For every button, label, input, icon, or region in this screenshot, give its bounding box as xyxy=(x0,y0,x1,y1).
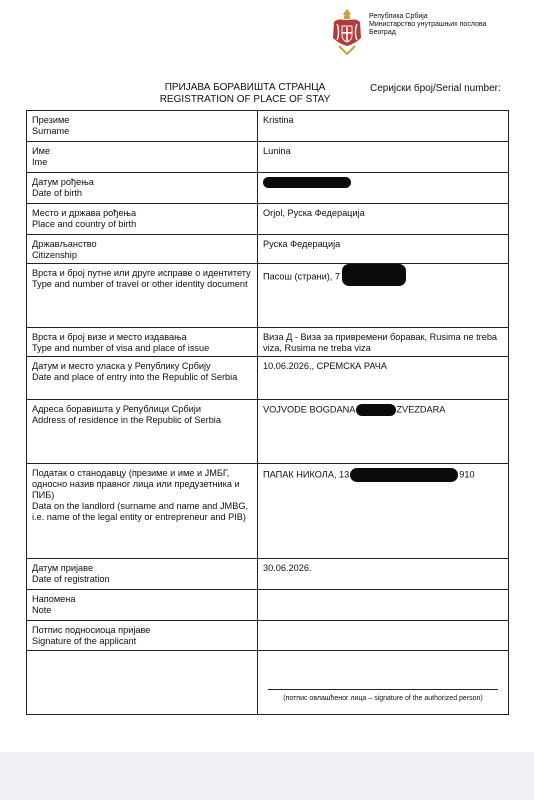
travel-document-value: Пасош (страни), 7 xyxy=(258,264,509,328)
registration-form-table xyxy=(26,110,509,715)
field-label: Податак о станодавцу (презиме и име и ЈМБГ, односно назив правног лица или предузетника и ПИБ) Data on the landlord (surname and name and JMBG, i.e. name of the legal entity or entrepreneur and PIB) xyxy=(27,464,258,559)
table-row xyxy=(27,651,509,715)
ministry-line: Република Србија xyxy=(369,13,428,20)
field-label: Врста и број путне или друге исправе о идентитету Type and number of travel or other identity document xyxy=(27,264,258,328)
note-value xyxy=(258,590,509,621)
ministry-line: Министарство унутрашњих послова xyxy=(369,21,487,28)
field-label: Врста и број визе и место издавања Type and number of visa and place of issue xyxy=(27,328,258,357)
field-label: Име Ime xyxy=(27,142,258,173)
field-label: Датум и место уласка у Републику Србију Date and place of entry into the Republic of Serbia xyxy=(27,357,258,400)
authorized-signature-cell xyxy=(258,651,509,715)
registration-date-value: 30.06.2026. xyxy=(258,559,509,590)
table-row xyxy=(27,142,509,173)
redaction-mark xyxy=(350,468,458,482)
landlord-value: ПАПАК НИКОЛА, 13 910 xyxy=(258,464,509,559)
empty-cell xyxy=(27,651,258,715)
field-label: Презиме Surname xyxy=(27,111,258,142)
visa-value: Виза Д - Виза за привремени боравак, Rusima ne treba viza, Rusima ne treba viza xyxy=(258,328,509,357)
redaction-mark xyxy=(342,264,406,286)
address-value: VOJVODE BOGDANA ZVEZDARA xyxy=(258,400,509,464)
field-label: Потпис подносиоца пријаве Signature of the applicant xyxy=(27,621,258,651)
table-row xyxy=(27,590,509,621)
table-row xyxy=(27,173,509,204)
form-title-sr: ПРИЈАВА БОРАВИШТА СТРАНЦА xyxy=(164,82,326,93)
table-row xyxy=(27,204,509,235)
table-row xyxy=(27,357,509,400)
signature-caption: (потпис овлашћеног лица – signature of the authorized person) xyxy=(283,695,483,702)
table-row xyxy=(27,111,509,142)
ministry-header xyxy=(369,13,486,37)
serbian-coat-of-arms-icon xyxy=(331,8,363,56)
form-title xyxy=(150,82,340,106)
ministry-line: Београд xyxy=(369,29,396,36)
redaction-mark xyxy=(263,177,351,188)
table-row xyxy=(27,559,509,590)
field-label: Адреса боравишта у Републици Србији Address of residence in the Republic of Serbia xyxy=(27,400,258,464)
serial-number-label: Серијски број/Serial number: xyxy=(370,83,501,94)
field-label: Датум пријаве Date of registration xyxy=(27,559,258,590)
field-label: Напомена Note xyxy=(27,590,258,621)
signature-line xyxy=(268,689,498,690)
field-label: Држављанство Citizenship xyxy=(27,235,258,264)
place-of-birth-value: Orjol, Руска Федерација xyxy=(258,204,509,235)
table-row xyxy=(27,400,509,464)
table-row xyxy=(27,235,509,264)
redaction-mark xyxy=(356,404,396,416)
name-value: Lunina xyxy=(258,142,509,173)
surname-value: Kristina xyxy=(258,111,509,142)
table-row xyxy=(27,264,509,328)
field-label: Место и држава рођења Place and country of birth xyxy=(27,204,258,235)
table-row xyxy=(27,328,509,357)
form-title-en: REGISTRATION OF PLACE OF STAY xyxy=(159,94,331,105)
date-of-birth-value xyxy=(258,173,509,204)
background-strip xyxy=(0,752,534,800)
applicant-signature-value xyxy=(258,621,509,651)
entry-value: 10.06.2026., СРЕМСКА РАЧА xyxy=(258,357,509,400)
citizenship-value: Руска Федерација xyxy=(258,235,509,264)
table-row xyxy=(27,621,509,651)
field-label: Датум рођења Date of birth xyxy=(27,173,258,204)
table-row xyxy=(27,464,509,559)
